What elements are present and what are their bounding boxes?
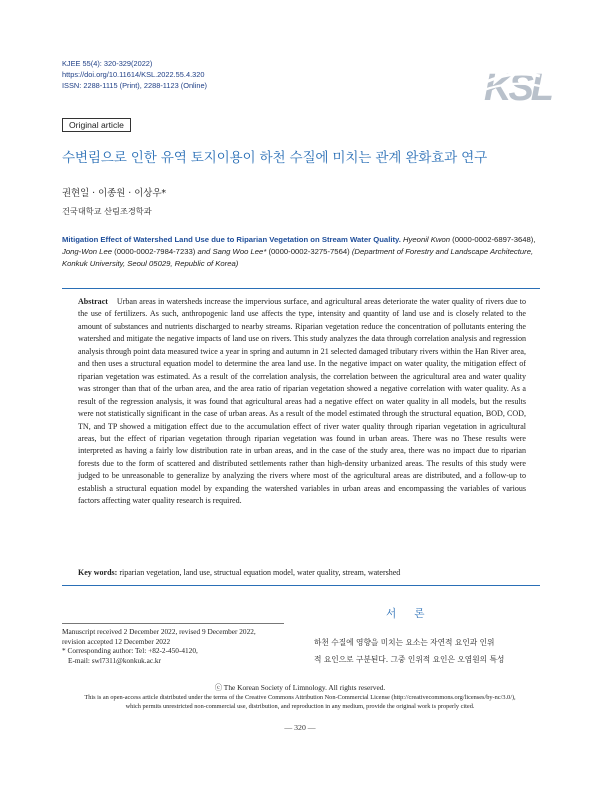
abstract-label: Abstract [78, 297, 108, 306]
footnote-email[interactable]: E-mail: swl7311@konkuk.ac.kr [68, 655, 161, 665]
author-name: Hyeonil Kwon [403, 235, 451, 244]
abstract-top-rule [62, 288, 540, 289]
issn-line: ISSN: 2288-1115 (Print), 2288-1123 (Online) [62, 81, 208, 90]
footnote [62, 627, 302, 665]
journal-citation: KJEE 55(4): 320-329(2022) [62, 59, 153, 68]
footnote-rule [62, 623, 284, 624]
footnote-line: * Corresponding author: Tel: +82-2-450-4120, [62, 646, 198, 656]
author-name: Sang Woo Lee* [212, 247, 267, 256]
abstract-bottom-rule [62, 585, 540, 586]
svg-text:KSL: KSL [484, 67, 551, 109]
journal-meta [62, 58, 207, 91]
intro-line: 하천 수질에 영향을 미치는 요소는 자연적 요인과 인위 [314, 638, 495, 647]
and-word: and [197, 247, 211, 256]
section-heading-intro: 서론 [386, 608, 443, 620]
author-orcid: (0000-0002-6897-3648), [452, 235, 536, 244]
article-type-badge: Original article [62, 118, 131, 132]
korean-affiliation: 건국대학교 산림조경학과 [62, 206, 152, 216]
footnote-line: revision accepted 12 December 2022 [62, 636, 171, 646]
author-name: Jong-Won Lee [62, 247, 112, 256]
keywords [78, 568, 526, 577]
intro-line: 적 요인으로 구분된다. 그중 인위적 요인은 오염원의 특성 [314, 655, 505, 664]
author-orcid: (0000-0002-3275-7564) [268, 247, 350, 256]
doi-link[interactable]: https://doi.org/10.11614/KSL.2022.55.4.320 [62, 70, 205, 79]
english-title-block [62, 234, 540, 270]
ksl-logo [482, 62, 551, 109]
intro-paragraph [314, 634, 542, 668]
license-line: which permits unrestricted non-commercial use, distribution, and reproduction in any medium, provide the original work is properly cited. [125, 703, 475, 710]
english-title: Mitigation Effect of Watershed Land Use due to Riparian Vegetation on Stream Water Quality. [62, 235, 401, 244]
korean-title: 수변림으로 인한 유역 토지이용이 하천 수질에 미치는 관계 완화효과 연구 [62, 150, 488, 166]
page-number: — 320 — [284, 723, 316, 732]
abstract [78, 296, 526, 508]
abstract-text: Urban areas in watersheds increase the impervious surface, and agricultural areas deteriorate the water quality of rivers due to the use of fertilizers. As such, anthropogenic land use affects the type, intensity and quantity of land use and is closely related to the amount of substances and nutrients discharged to nearby streams. Riparian vegetation reduce the concentration of pollutants entering the watershed and mitigate the negative impacts of land use on rivers. This study analyzes the data through correlation analysis and regression analysis through point data measured twice a year in spring and autumn in 21 selected damaged tributary rivers within the Han River area, and then uses a structural equation model to determine the area land use. In the negative impact on water quality, the mitigation effect of riparian vegetation was estimated. As a result of the correlation analysis, the correlation between the agricultural area and water quality was stronger than that of the urban area, and the area ratio of riparian vegetation showed a negative correlation with water quality. As a result of the regression analysis, it was found that agricultural areas had a negative effect on water quality in all models, but the results were not statistically significant in the case of urban areas. As a result of the model estimated through the structural equation, BOD, COD, TN, and TP showed a mitigation effect due to the accumulation effect of river water quality through riparian vegetation in agricultural areas, but the effect of riparian vegetation through riparian vegetation was found in urban areas. There was no These results were interpreted as having a fairly low distribution rate in urban areas, and in the case of the study area, there was no impact due to riparian forests due to the form of scattered and distributed settlements rather than high-density urbanized areas. The results of this study were judged to be unreasonable to generalize by analyzing the rivers where most of the agricultural areas are distributed, and a follow-up to establish a structural equation model by expanding the watershed variables in urban areas and encompassing the variables of various factors affecting water quality research is required. [78, 297, 527, 506]
license-line: This is an open-access article distributed under the terms of the Creative Commons Attribution Non-Commercial License (http://creativecommons.org/licenses/by-nc/3.0/), [84, 693, 516, 701]
english-affiliation: (Department of Forestry and Landscape Architecture, Konkuk University, Seoul 05029, Republic of Korea) [62, 247, 534, 268]
copyright-line: ⓒ The Korean Society of Limnology. All rights reserved. [214, 683, 386, 692]
footnote-line: Manuscript received 2 December 2022, revised 9 December 2022, [62, 627, 256, 636]
author-orcid: (0000-0002-7984-7233) [114, 247, 196, 256]
keywords-text: riparian vegetation, land use, structual equation model, water quality, stream, watershed [119, 568, 401, 577]
korean-authors: 권현일 · 이종원 · 이상우* [62, 188, 167, 199]
copyright-block [40, 683, 560, 712]
keywords-label: Key words: [78, 568, 118, 577]
